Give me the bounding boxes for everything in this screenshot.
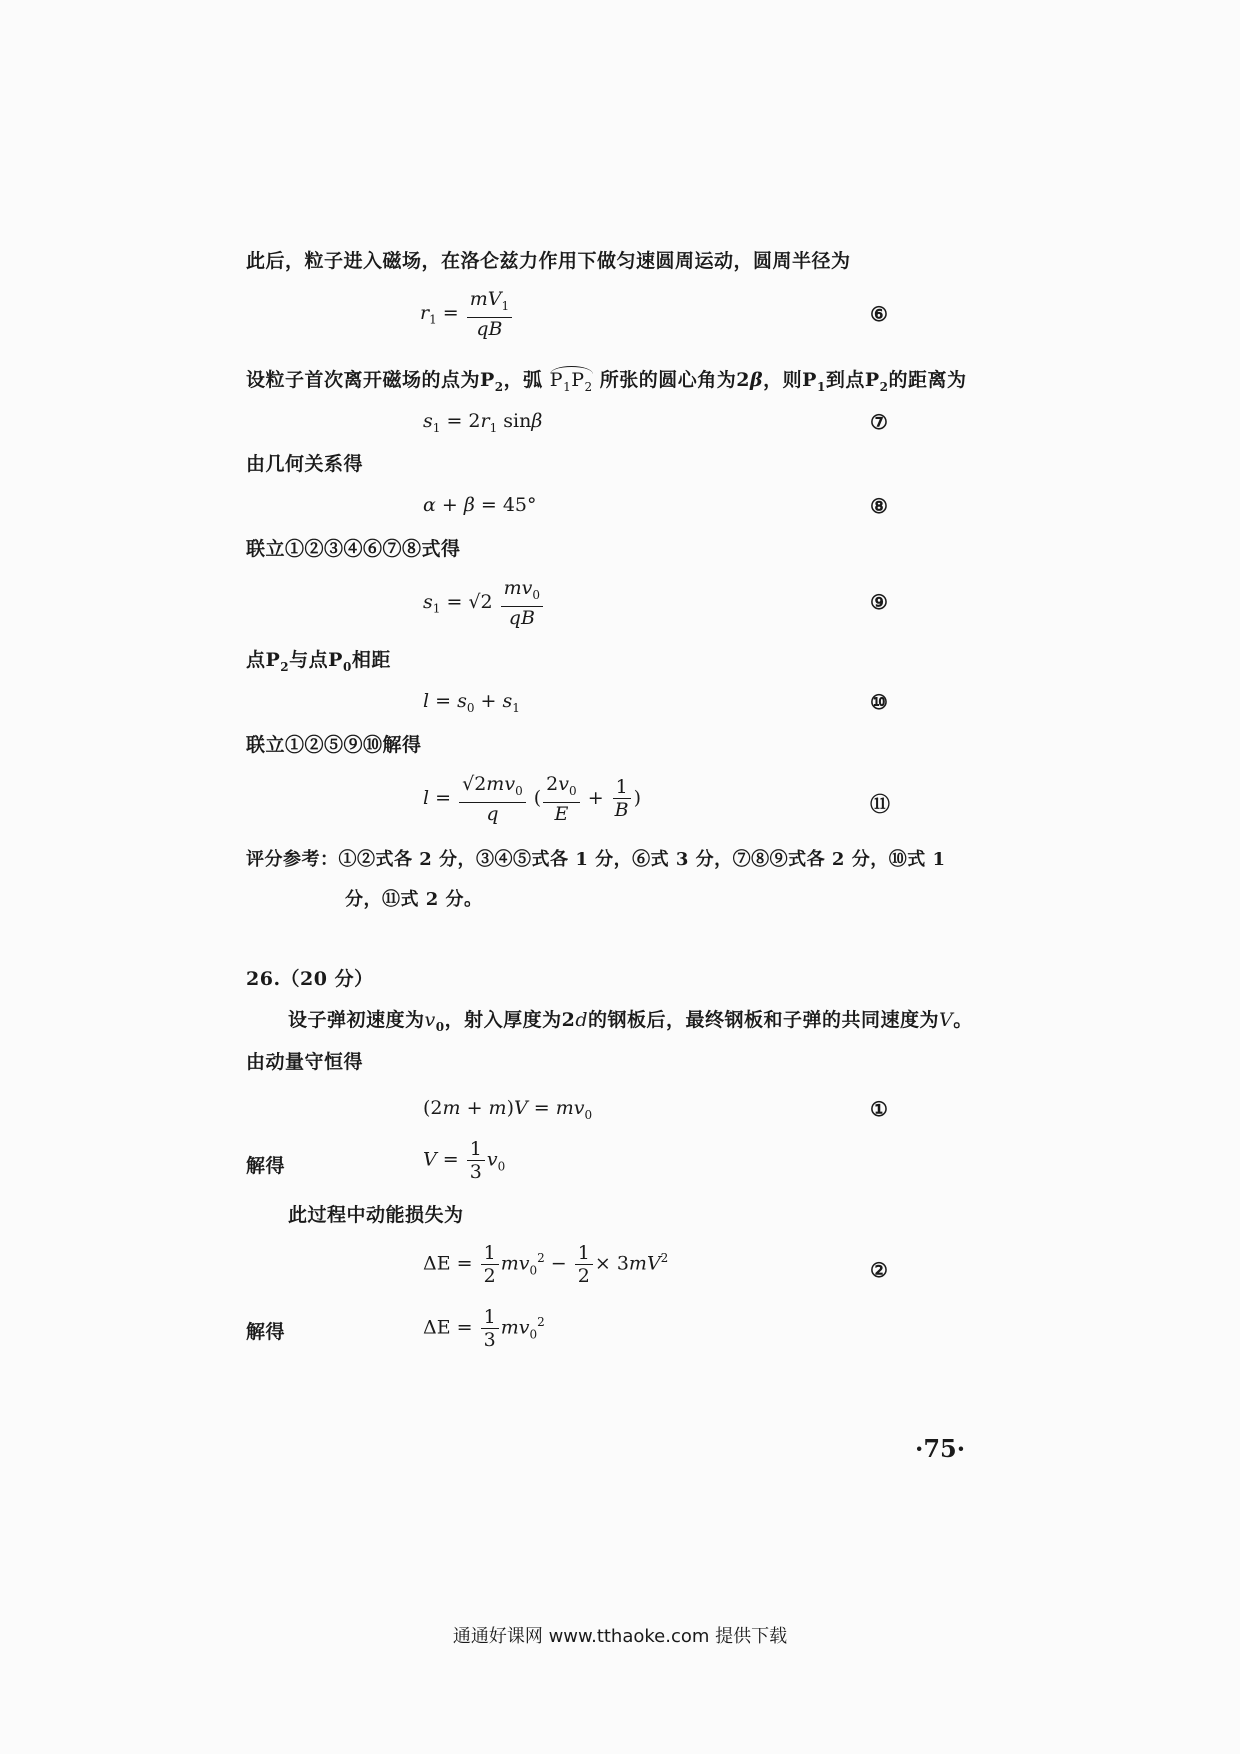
marker-2: ② [870,1258,888,1282]
text-line-momentum: 由动量守恒得 [246,1051,364,1073]
label-solve-1: 解得 [246,1155,286,1177]
question-26-setup: 设子弹初速度为$v_0$，射入厚度为2d的钢板后，最终钢板和子弹的共同速度为V。 [288,1009,973,1034]
text-line-p2: 设粒子首次离开磁场的点为$P_2$，弧 $P_1P_2$ 所张的圆心角为2β，则$P_1$到点$P_2$的距离为 [246,366,966,399]
equation-radius: $r_1$ = $\frac{mV_1}{qB}$ [420,288,514,340]
equation-momentum: $(2m + m)V = mv_0$ [423,1097,593,1122]
equation-l-result: l = $\frac{√2mv_0}{q}$ ( $\frac{2v_0}{E}$ + $\frac{1}{B}$ ) [423,773,642,825]
footer-source: 通通好课网 www.tthaoke.com 提供下载 [452,1626,788,1647]
question-26-heading: 26.（20 分） [246,968,374,990]
marker-1: ① [870,1097,888,1121]
text-line-distance: 点$P_2$与点$P_0$相距 [246,649,391,674]
text-line-combine1: 联立①②③④⑥⑦⑧式得 [246,538,461,560]
scoring-reference: 评分参考：①②式各 2 分，③④⑤式各 1 分，⑥式 3 分，⑦⑧⑨式各 2 分，⑩式 1 [246,849,946,870]
marker-6: ⑥ [870,302,888,326]
page-number: ·75· [915,1434,966,1463]
equation-energy-result: ΔE = $\frac{1}{3}$ $mv_0^2$ [423,1306,545,1351]
equation-l-sum: $l = s_0 + s_1$ [423,690,520,715]
equation-s1: $s_1 = √2$ $\frac{mv_0}{qB}$ [423,577,545,629]
text-line-combine2: 联立①②⑤⑨⑩解得 [246,734,422,756]
equation-v-result: V = $\frac{1}{3}$ $v_0$ [423,1138,506,1183]
marker-10: ⑩ [870,690,888,714]
marker-7: ⑦ [870,410,888,434]
equation-energy-loss: ΔE = $\frac{1}{2}$ $mv_0^2$ − $\frac{1}{2}$ × $3mV^2$ [423,1242,669,1287]
marker-11: ⑪ [870,792,890,816]
marker-8: ⑧ [870,494,888,518]
equation-angle-sum: α + β = 45° [423,494,537,516]
equation-s1-sin: $s_1 = 2r_1$ sinβ [423,410,543,435]
label-solve-2: 解得 [246,1321,286,1343]
text-line-energy-loss: 此过程中动能损失为 [288,1204,464,1226]
text-line-geometry: 由几何关系得 [246,453,364,475]
text-line-intro: 此后，粒子进入磁场，在洛仑兹力作用下做匀速圆周运动，圆周半径为 [246,250,851,272]
marker-9: ⑨ [870,590,888,614]
scoring-reference-cont: 分，⑪式 2 分。 [345,889,483,910]
